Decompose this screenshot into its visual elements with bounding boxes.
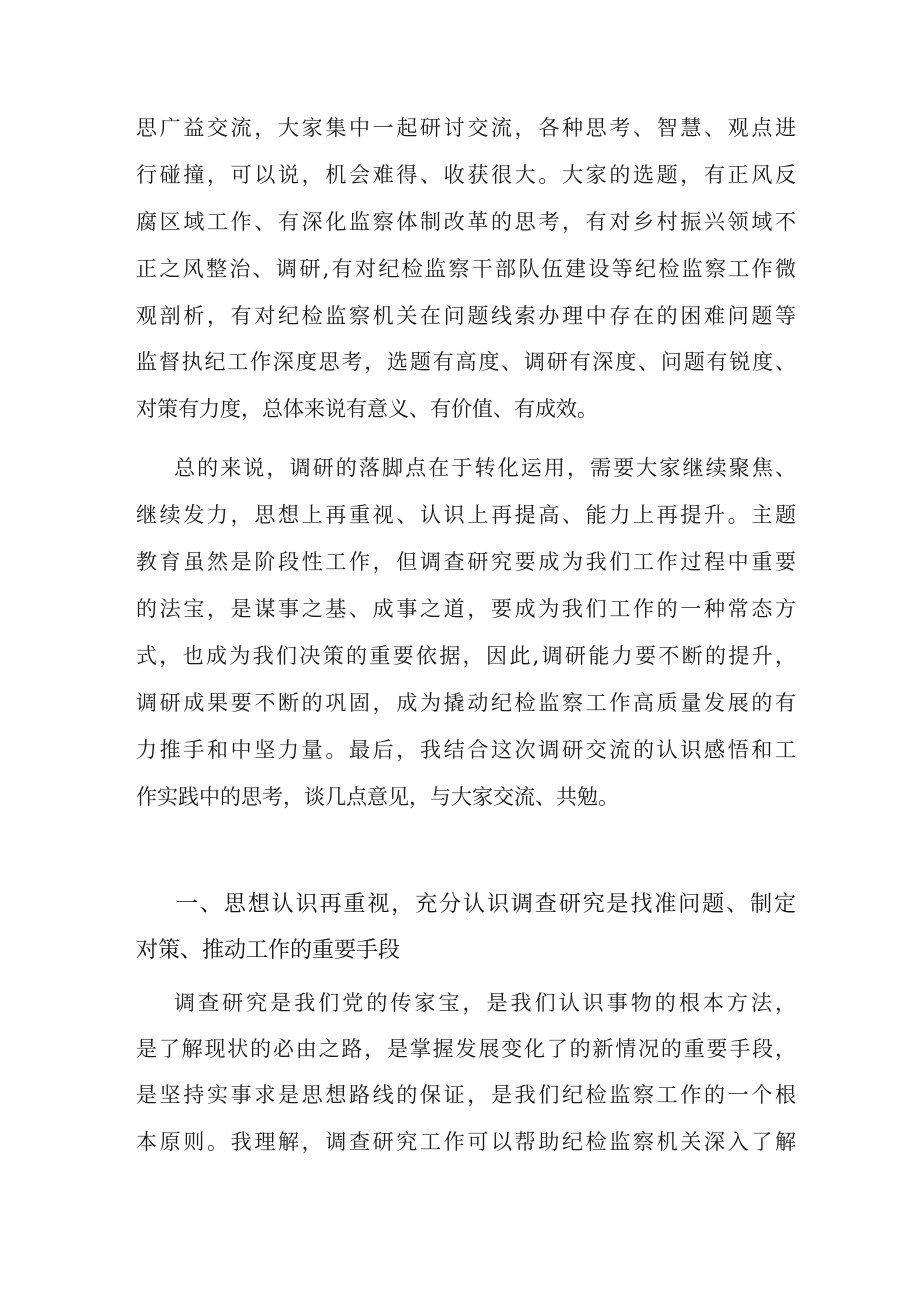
paragraph-1-line-3: 腐区域工作、有深化监察体制改革的思考，有对乡村振兴领域不: [136, 210, 796, 234]
paragraph-1-line-1: 思广益交流，大家集中一起研讨交流，各种思考、智慧、观点进: [136, 116, 796, 140]
paragraph-2-line-6: 调研成果要不断的巩固，成为撬动纪检监察工作高质量发展的有: [136, 691, 796, 715]
paragraph-3-line-4: 本原则。我理解，调查研究工作可以帮助纪检监察机关深入了解: [136, 1130, 796, 1154]
paragraph-1-line-2: 行碰撞，可以说，机会难得、收获很大。大家的选题，有正风反: [136, 163, 796, 187]
paragraph-2-line-2: 继续发力，思想上再重视、认识上再提高、能力上再提升。主题: [136, 503, 796, 527]
section-heading-line-2: 对策、推动工作的重要手段: [136, 938, 401, 963]
paragraph-1-line-7: 对策有力度，总体来说有意义、有价值、有成效。: [136, 397, 598, 421]
section-heading-line-1: 一、思想认识再重视，充分认识调查研究是找准问题、制定: [176, 892, 796, 917]
paragraph-3-line-2: 是了解现状的必由之路，是掌握发展变化了的新情况的重要手段，: [136, 1037, 796, 1061]
paragraph-3-line-3: 是坚持实事求是思想路线的保证，是我们纪检监察工作的一个根: [136, 1083, 796, 1107]
paragraph-2-line-3: 教育虽然是阶段性工作，但调查研究要成为我们工作过程中重要: [136, 550, 796, 574]
paragraph-2-line-8: 作实践中的思考，谈几点意见，与大家交流、共勉。: [136, 785, 619, 809]
paragraph-2-line-7: 力推手和中坚力量。最后，我结合这次调研交流的认识感悟和工: [136, 738, 796, 762]
paragraph-1-line-4: 正之风整治、调研,有对纪检监察干部队伍建设等纪检监察工作微: [136, 257, 796, 281]
paragraph-1-line-5: 观剖析，有对纪检监察机关在问题线索办理中存在的困难问题等: [136, 304, 796, 328]
paragraph-3-line-1: 调查研究是我们党的传家宝，是我们认识事物的根本方法，: [174, 991, 796, 1015]
paragraph-2-line-4: 的法宝，是谋事之基、成事之道，要成为我们工作的一种常态方: [136, 597, 796, 621]
paragraph-2-line-1: 总的来说，调研的落脚点在于转化运用，需要大家继续聚焦、: [174, 456, 796, 480]
paragraph-2-line-5: 式，也成为我们决策的重要依据，因此,调研能力要不断的提升，: [136, 644, 796, 668]
paragraph-1-line-6: 监督执纪工作深度思考，选题有高度、调研有深度、问题有锐度、: [136, 350, 796, 374]
